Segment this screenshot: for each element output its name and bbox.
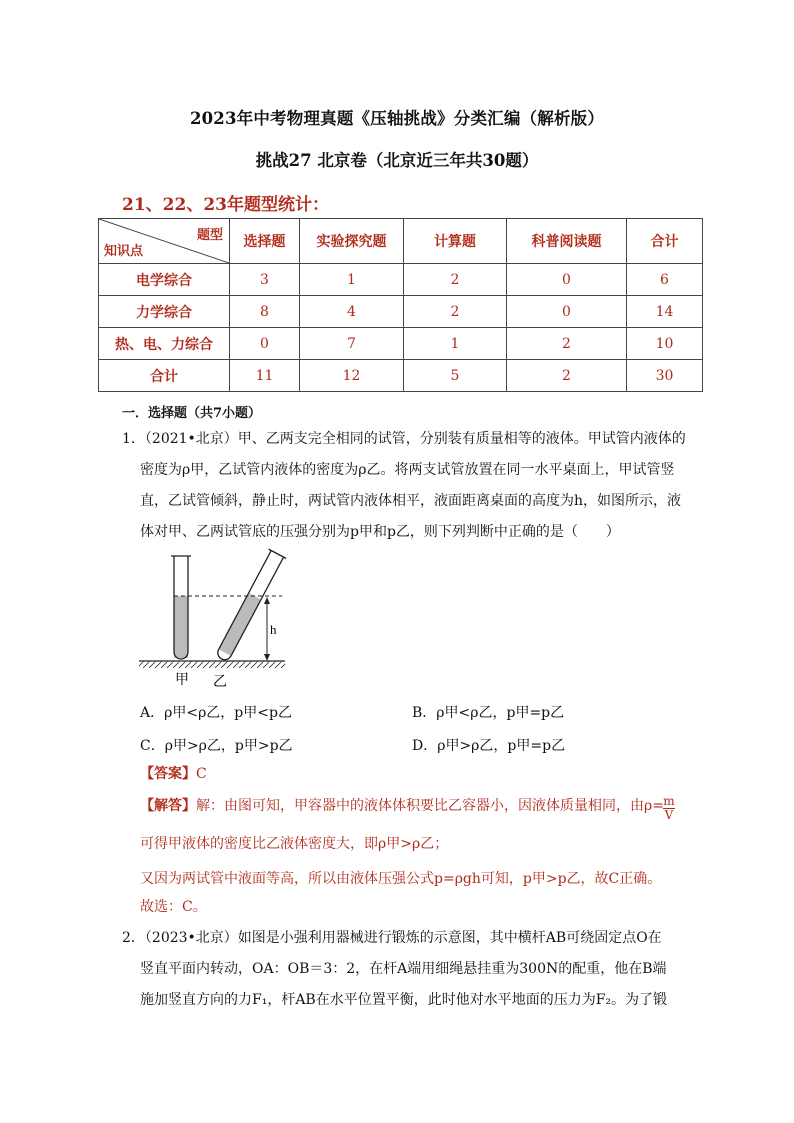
table-cell: 0 [507, 264, 627, 296]
q1-line-3: 直，乙试管倾斜，静止时，两试管内液体相平，液面距离桌面的高度为h，如图所示，液 [140, 493, 682, 509]
document-subtitle: 挑战27 北京卷（北京近三年共30题） [255, 151, 539, 170]
density-fraction [663, 795, 675, 821]
table-cell: 3 [230, 264, 300, 296]
row-label: 合计 [99, 360, 230, 392]
table-cell: 2 [507, 328, 627, 360]
column-header: 实验探究题 [300, 219, 404, 264]
table-cell: 2 [404, 296, 507, 328]
fraction-denominator: V [664, 808, 674, 822]
table-cell: 11 [230, 360, 300, 392]
column-header: 科普阅读题 [507, 219, 627, 264]
option-b: B．ρ甲<ρ乙，p甲=p乙 [412, 705, 565, 721]
label-yi: 乙 [213, 674, 227, 688]
column-header: 合计 [627, 219, 703, 264]
analysis-line-3: 又因为两试管中液面等高，所以由液体压强公式p=ρgh可知，p甲>p乙，故C正确。 [140, 871, 662, 887]
table-cell: 4 [300, 296, 404, 328]
table-cell: 10 [627, 328, 703, 360]
analysis-line-1 [140, 794, 664, 818]
q2-line-3: 施加竖直方向的力F₁，杆AB在水平位置平衡，此时他对水平地面的压力为F₂。为了锻 [140, 992, 668, 1008]
tabletop-hatch [139, 661, 285, 668]
q1-line-1: 1．（2021•北京）甲、乙两支完全相同的试管，分别装有质量相等的液体。甲试管内液体的 [122, 431, 686, 447]
table-cell: 7 [300, 328, 404, 360]
table-cell: 12 [300, 360, 404, 392]
tube-yi [213, 549, 287, 663]
q1-line-2: 密度为ρ甲，乙试管内液体的密度为ρ乙。将两支试管放置在同一水平桌面上，甲试管竖 [140, 462, 675, 478]
q2-line-2: 竖直平面内转动，OA：OB＝3：2，在杆A端用细绳悬挂重为300N的配重，他在B端 [140, 961, 667, 977]
q1-line-4: 体对甲、乙两试管底的压强分别为p甲和p乙，则下列判断中正确的是（ ） [140, 524, 620, 540]
answer-value: C [196, 766, 207, 782]
column-header: 计算题 [404, 219, 507, 264]
section-heading: 一．选择题（共7小题） [122, 406, 262, 421]
analysis-tag: 【解答】 [140, 798, 196, 814]
test-tube-figure [137, 548, 297, 688]
table-cell: 8 [230, 296, 300, 328]
table-cell: 0 [230, 328, 300, 360]
table-cell: 2 [404, 264, 507, 296]
table-cell: 14 [627, 296, 703, 328]
option-a: A．ρ甲<ρ乙，p甲<p乙 [140, 705, 292, 721]
column-header: 选择题 [230, 219, 300, 264]
row-label: 电学综合 [99, 264, 230, 296]
fraction-numerator: m [663, 794, 675, 808]
table-cell: 6 [627, 264, 703, 296]
table-row [99, 360, 703, 392]
table-cell: 1 [300, 264, 404, 296]
table-cell: 30 [627, 360, 703, 392]
table-row [99, 296, 703, 328]
analysis-line-2: 可得甲液体的密度比乙液体密度大，即ρ甲>ρ乙； [140, 836, 449, 852]
table-header-row [99, 219, 703, 264]
option-d: D．ρ甲>ρ乙，p甲=p乙 [412, 738, 566, 754]
table-cell: 2 [507, 360, 627, 392]
row-label: 热、电、力综合 [99, 328, 230, 360]
table-cell: 1 [404, 328, 507, 360]
corner-top-label: 题型 [196, 228, 223, 243]
stats-table [98, 218, 703, 392]
table-row [99, 328, 703, 360]
height-label: h [270, 622, 277, 637]
stats-heading: 21、22、23年题型统计： [122, 195, 329, 215]
document-title: 2023年中考物理真题《压轴挑战》分类汇编（解析版） [189, 109, 605, 128]
row-label: 力学综合 [99, 296, 230, 328]
analysis-line-4: 故选：C。 [140, 899, 207, 915]
corner-cell [99, 219, 230, 264]
corner-bottom-label: 知识点 [104, 244, 144, 259]
table-cell: 5 [404, 360, 507, 392]
option-c: C．ρ甲>ρ乙，p甲>p乙 [140, 738, 293, 754]
tube-jia [171, 556, 191, 659]
label-jia: 甲 [175, 672, 189, 688]
analysis-text-1: 解：由图可知，甲容器中的液体体积要比乙容器小，因液体质量相同，由ρ= [196, 798, 664, 814]
table-cell: 0 [507, 296, 627, 328]
table-row [99, 264, 703, 296]
q2-line-1: 2．（2023•北京）如图是小强利用器械进行锻炼的示意图，其中横杆AB可绕固定点O在 [122, 930, 662, 946]
answer-tag: 【答案】 [140, 766, 196, 782]
answer-line [140, 762, 207, 786]
